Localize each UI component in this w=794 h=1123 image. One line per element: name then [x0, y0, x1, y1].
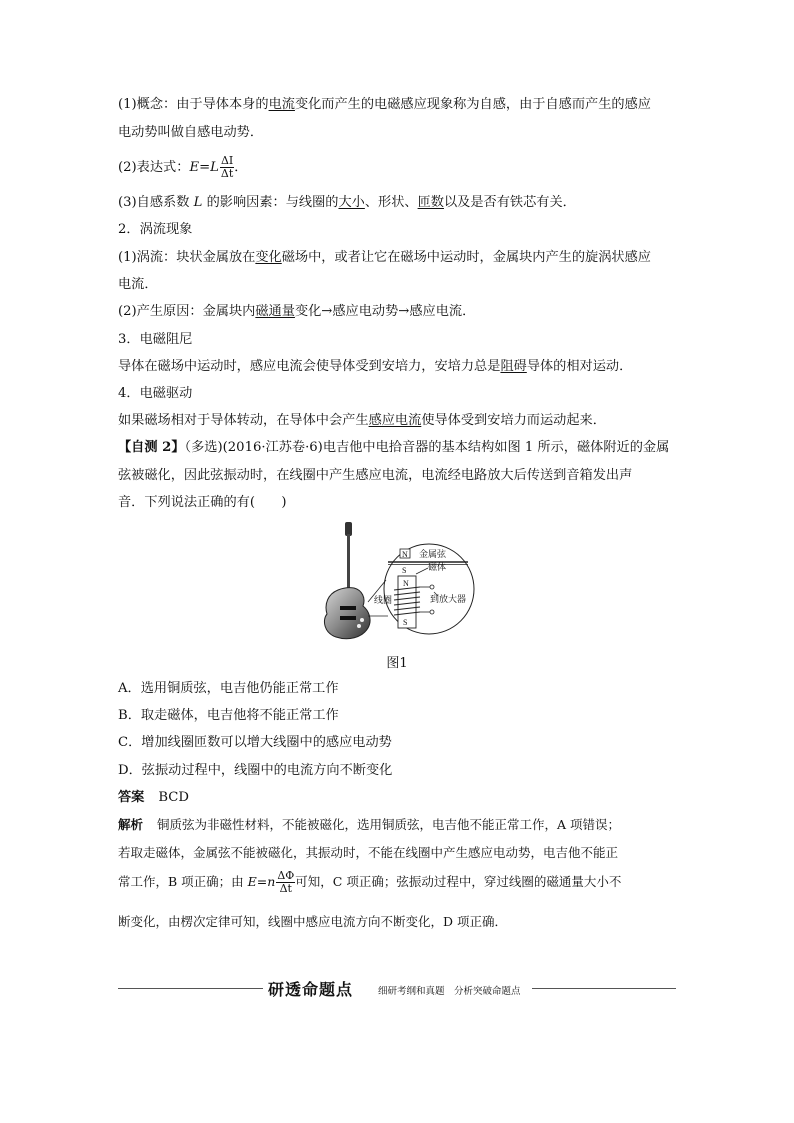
question-tag: 【自测 2】 [118, 440, 185, 455]
footer-subtitle: 细研考纲和真题 分析突破命题点 [378, 986, 521, 997]
text: (3)自感系数 [118, 195, 194, 210]
footer-rule-left [118, 988, 263, 989]
answer-label: 答案 [118, 790, 145, 805]
analysis-line4: 断变化，由楞次定律可知，线圈中感应电流方向不断变化，D 项正确． [118, 914, 507, 929]
analysis-label: 解析 [118, 817, 144, 832]
fraction-denominator: Δt [279, 882, 292, 895]
underlined-term: 感应电流 [368, 413, 422, 428]
underlined-term: 阻碍 [500, 359, 527, 374]
damping-heading: 3．电磁阻尼 [118, 332, 193, 347]
text: (1)概念：由于导体本身的 [118, 97, 269, 112]
analysis-line1 [118, 815, 620, 835]
text: 磁场中，或者让它在磁场中运动时，金属块内产生的旋涡状感应 [281, 250, 651, 265]
text: 变化而产生的电磁感应现象称为自感，由于自感而产生的感应 [294, 97, 651, 112]
driving-text [118, 411, 606, 431]
underlined-term: 变化 [255, 250, 282, 265]
guitar-pickup-svg [318, 520, 478, 644]
label-s-inner: S [403, 618, 408, 627]
self-induction-formula-line [118, 155, 247, 181]
analysis-text: 常工作，B 项正确；由 [118, 874, 248, 889]
footer-rule-right [532, 988, 676, 989]
self-induction-concept-line2 [118, 123, 263, 143]
footer-title: 研透命题点 [268, 980, 354, 999]
symbol-l: L [193, 195, 203, 210]
text: 的影响因素：与线圈的 [202, 195, 339, 210]
text: 、形状、 [364, 195, 418, 210]
text: 导体在磁场中运动时，感应电流会使导体受到安培力，安培力总是 [118, 359, 501, 374]
damping-text [118, 357, 632, 377]
underlined-term: 磁通量 [255, 304, 295, 319]
guitar-icon [324, 522, 370, 639]
symbol-n: n [267, 874, 276, 889]
fraction-numerator: ΔI [220, 154, 234, 167]
question-line2: 弦被磁化，因此弦振动时，在线圈中产生感应电流，电流经电路放大后传送到音箱发出声 [118, 468, 633, 483]
option-b: B．取走磁体，电吉他将不能正常工作 [118, 708, 339, 723]
text: 如果磁场相对于导体转动，在导体中会产生 [118, 413, 369, 428]
label-s-top: S [402, 566, 407, 575]
figure-guitar-pickup [318, 520, 478, 644]
text: (2)产生原因：金属块内 [118, 304, 256, 319]
equals-sign: = [199, 160, 211, 175]
label-magnet: 磁体 [428, 563, 447, 573]
option-d: D．弦振动过程中，线圈中的电流方向不断变化 [118, 763, 393, 778]
answer-value: BCD [158, 790, 189, 805]
answer-line [118, 788, 189, 808]
analysis-text: 可知，C 项正确；弦振动过程中，穿过线圈的磁通量大小不 [295, 874, 622, 889]
underlined-term: 匝数 [417, 195, 444, 210]
fraction-numerator: ΔΦ [277, 869, 295, 882]
symbol-e: E [247, 874, 257, 889]
fraction-dphi-dt [276, 870, 295, 895]
symbol-e: E [189, 160, 200, 175]
self-induction-factors-line [118, 193, 576, 213]
driving-heading: 4．电磁驱动 [118, 386, 193, 401]
option-a: A．选用铜质弦，电吉他仍能正常工作 [118, 681, 339, 696]
underlined-term: 大小 [338, 195, 365, 210]
fraction-denominator: Δt [220, 167, 234, 180]
question-line1 [118, 438, 669, 458]
text: ． [234, 160, 248, 175]
analysis-line3 [118, 868, 621, 896]
text: 导体的相对运动． [526, 359, 633, 374]
underlined-term: 电流 [268, 97, 295, 112]
formula-label: (2)表达式： [118, 160, 190, 175]
analysis-text: 铜质弦为非磁性材料，不能被磁化，选用铜质弦，电吉他不能正常工作，A 项错误； [157, 817, 621, 832]
label-n-top: N [402, 550, 408, 559]
analysis-line2: 若取走磁体，金属弦不能被磁化，其振动时，不能在线圈中产生感应电动势，电吉他不能正 [118, 845, 619, 860]
eddy-def-line2: 电流． [118, 277, 158, 292]
text: 使导体受到安培力而运动起来． [421, 413, 606, 428]
question-line3: 音．下列说法正确的有( ) [118, 495, 287, 510]
text: 以及是否有铁芯有关． [443, 195, 576, 210]
figure-caption: 图1 [386, 656, 408, 671]
eddy-def-line1 [118, 248, 651, 268]
question-text: （多选)(2016·江苏卷·6)电吉他中电拾音器的基本结构如图 1 所示，磁体附近的金属 [184, 440, 670, 455]
label-amplifier: 到放大器 [430, 595, 467, 605]
equals-sign: = [256, 874, 268, 889]
self-induction-concept-line1 [118, 95, 651, 115]
text: 电动势叫做自感电动势． [118, 125, 264, 140]
text: 变化→感应电动势→感应电流． [294, 304, 476, 319]
text: (1)涡流：块状金属放在 [118, 250, 256, 265]
option-c: C．增加线圈匝数可以增大线圈中的感应电动势 [118, 735, 392, 750]
fraction-di-dt [220, 155, 234, 180]
symbol-l: L [210, 160, 219, 175]
eddy-heading: 2．涡流现象 [118, 222, 193, 237]
label-metal-string: 金属弦 [419, 550, 447, 560]
label-coil: 线圈 [374, 596, 393, 606]
label-n-inner: N [403, 579, 409, 588]
eddy-cause-line [118, 302, 475, 322]
